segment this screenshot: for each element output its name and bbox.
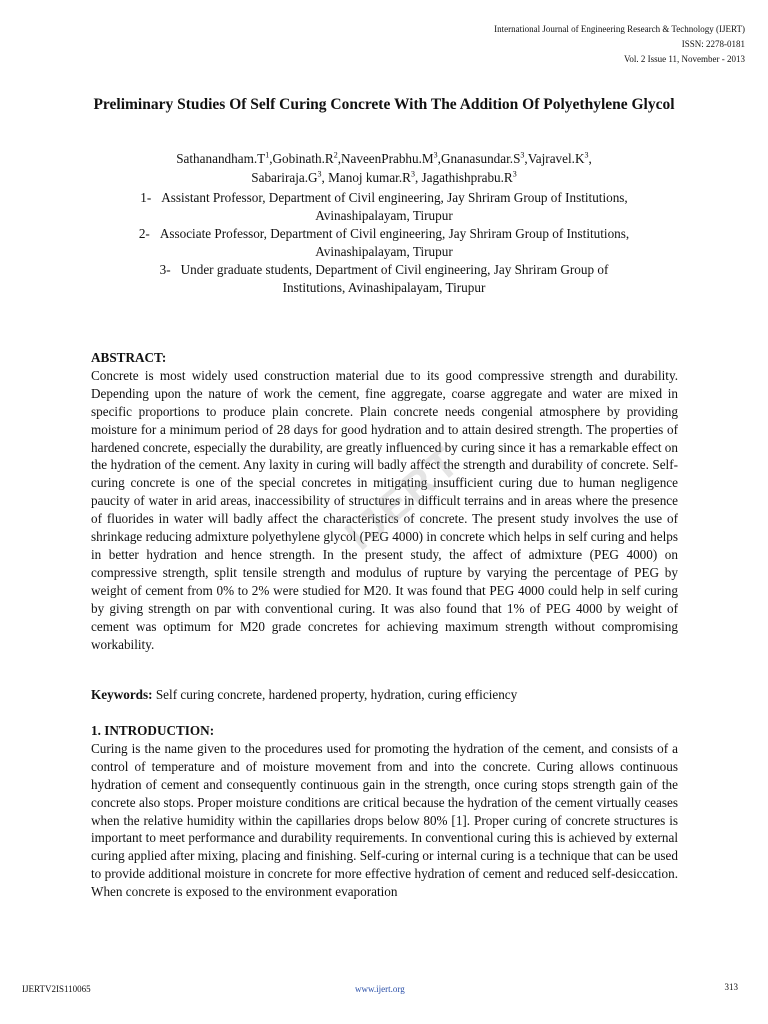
author-affiliation-mark: 3 — [584, 150, 589, 160]
author-affiliation-mark: 3 — [410, 169, 415, 179]
introduction-section — [91, 722, 678, 901]
affiliation-3 — [90, 261, 678, 297]
author-name: Sabariraja.G — [251, 169, 318, 185]
journal-header — [494, 22, 745, 67]
author-affiliation-mark: 3 — [520, 150, 525, 160]
affiliation-number: 3- — [159, 262, 171, 277]
author-separator: , — [269, 151, 273, 166]
author-affiliation-mark: 3 — [317, 169, 322, 179]
journal-name: International Journal of Engineering Research & Technology (IJERT) — [494, 24, 745, 34]
abstract-text: Concrete is most widely used construction material due to its good compressive strength and durability. Depending upon the nature of work the cement, fine aggregate, coarse aggregate and water are mixed in specific proportions to produce plain concrete. Plain concrete needs congenial atmosphere by providing moisture for a minimum period of 28 days for good hydration and to attain desired strength. The properties of hardened concrete, especially the durability, are greatly influenced by curing since it has a remarkable effect on the hydration of the cement. Any laxity in curing will badly affect the strength and durability of concrete. Self-curing concrete is one of the special concretes in mitigating insufficient curing due to human negligence paucity of water in arid areas, inaccessibility of structures in difficult terrains and in areas where the presence of fluorides in water will badly affect the characteristics of concrete. The present study involves the use of shrinkage reducing admixture polyethylene glycol (PEG 4000) in concrete which helps in self curing and helps in better hydration and hence strength. In the present study, the affect of admixture (PEG 4000) on compressive strength, split tensile strength and modulus of rupture by varying the percentage of PEG by weight of cement from 0% to 2% were studied for M20. It was found that PEG 4000 could help in self curing by giving strength on par with conventional curing. It was also found that 1% of PEG 4000 by weight of cement was optimum for M20 grade concretes for achieving maximum strength without compromising workability. — [91, 367, 678, 652]
author-name: Manoj kumar.R — [328, 169, 411, 185]
author-separator: , — [414, 169, 422, 185]
author-separator: , — [437, 151, 441, 166]
introduction-text: Curing is the name given to the procedures used for promoting the hydration of the cement, and consists of a control of temperature and of moisture movement from and into the concrete. Curing allows continuous hydration of cement and consequently continuous gain in the strength, once curing stops strength gain of the concrete also stops. Proper moisture conditions are critical because the hydration of the cement virtually ceases when the relative humidity within the capillaries drops below 80% [1]. Proper curing of concrete structures is important to meet performance and durability requirements. In conventional curing this is achieved by external curing applied after mixing, placing and finishing. Self-curing or internal curing is a technique that can be used to provide additional moisture in concrete for more effective hydration of cement and reduced self-desiccation. When concrete is exposed to the environment evaporation — [91, 740, 678, 900]
affiliation-list — [90, 189, 678, 297]
author-name: Jagathishprabu.R — [421, 169, 513, 185]
journal-issn: ISSN: 2278-0181 — [681, 39, 745, 49]
affiliation-number: 1- — [140, 190, 152, 205]
author-separator: , — [321, 169, 329, 185]
author-list — [90, 150, 678, 187]
author-name: NaveenPrabhu.M — [340, 151, 434, 166]
abstract-heading: ABSTRACT: — [91, 350, 167, 365]
affiliation-line: Avinashipalayam, Tirupur — [315, 208, 453, 223]
affiliation-number: 2- — [138, 226, 150, 241]
affiliation-2 — [90, 225, 678, 261]
affiliation-line: Avinashipalayam, Tirupur — [315, 244, 453, 259]
paper-title: Preliminary Studies Of Self Curing Concrete With The Addition Of Polyethylene Glycol — [93, 96, 675, 113]
author-affiliation-mark: 3 — [512, 169, 517, 179]
author-name: Gobinath.R — [272, 151, 334, 166]
affiliation-line: Assistant Professor, Department of Civil engineering, Jay Shriram Group of Institutions, — [161, 190, 628, 205]
footer-paper-id: IJERTV2IS110065 — [22, 984, 91, 994]
author-name: Gnanasundar.S — [440, 151, 521, 166]
affiliation-line: Institutions, Avinashipalayam, Tirupur — [282, 280, 486, 295]
author-separator: , — [337, 151, 341, 166]
affiliation-line: Associate Professor, Department of Civil engineering, Jay Shriram Group of Institutions, — [159, 226, 630, 241]
watermark: IJERT — [336, 436, 470, 559]
affiliation-1 — [90, 189, 678, 225]
author-name: Vajravel.K — [527, 151, 585, 166]
keywords-label: Keywords: — [91, 687, 153, 702]
author-affiliation-mark: 3 — [433, 150, 438, 160]
journal-volume: Vol. 2 Issue 11, November - 2013 — [624, 54, 745, 64]
author-separator: , — [588, 151, 592, 166]
keywords-text: Self curing concrete, hardened property, hydration, curing efficiency — [152, 687, 518, 702]
keywords-section — [91, 686, 678, 704]
author-affiliation-mark: 1 — [265, 150, 270, 160]
author-name: Sathanandham.T — [176, 151, 266, 166]
author-separator: , — [524, 151, 528, 166]
footer-page-number: 313 — [724, 982, 738, 992]
introduction-heading: 1. INTRODUCTION: — [91, 723, 215, 738]
affiliation-line: Under graduate students, Department of Civil engineering, Jay Shriram Group of — [180, 262, 609, 277]
footer-url-link[interactable]: www.ijert.org — [355, 984, 405, 994]
author-affiliation-mark: 2 — [333, 150, 338, 160]
